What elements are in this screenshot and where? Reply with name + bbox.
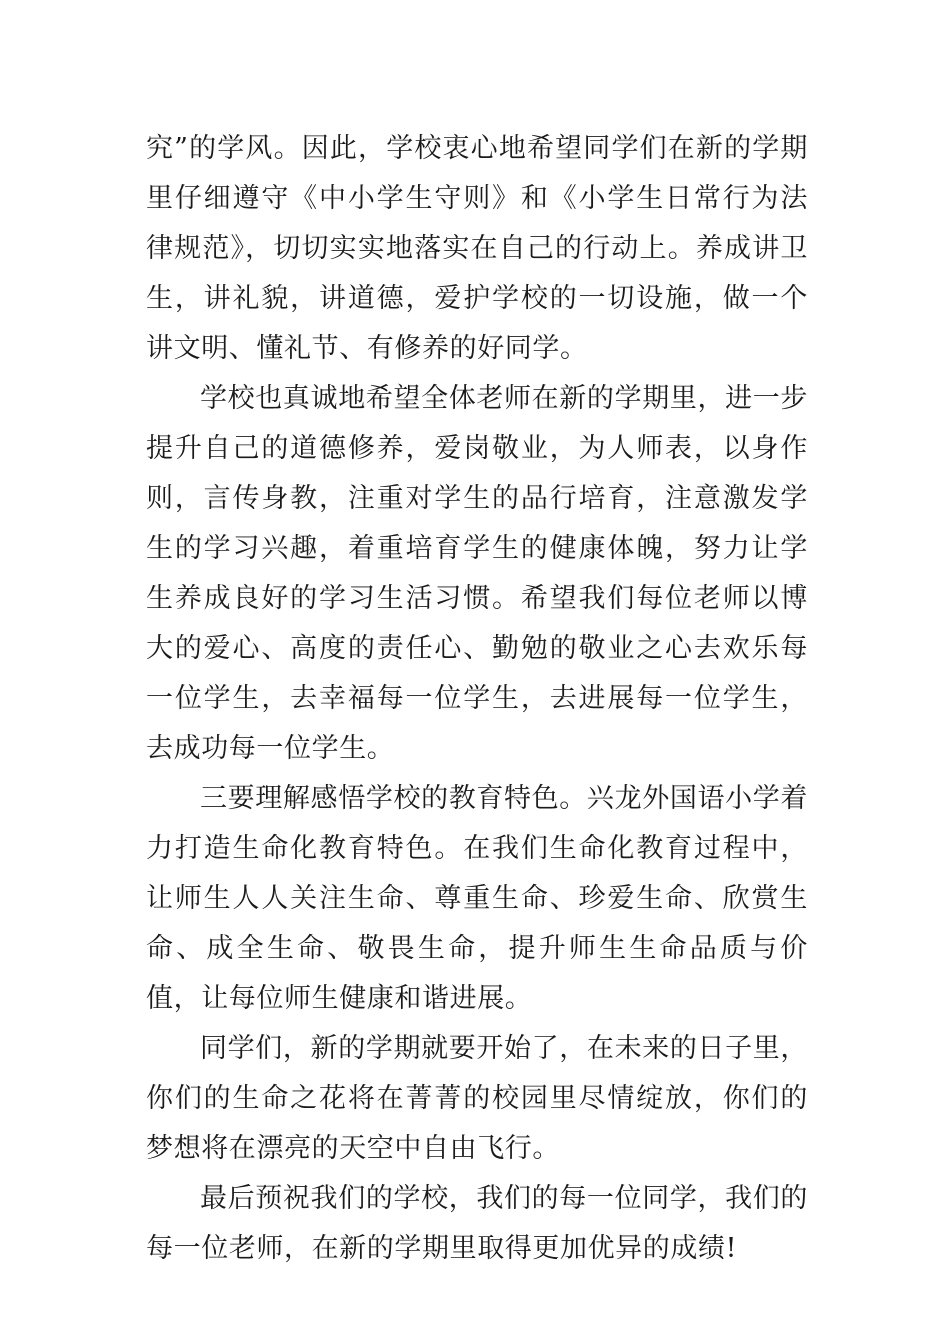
paragraph-closing-wish: 最后预祝我们的学校，我们的每一位同学，我们的每一位老师，在新的学期里取得更加优异的成绩! (146, 1183, 808, 1264)
paragraph-continuation: 究”的学风。因此，学校衷心地希望同学们在新的学期里仔细遵守《中小学生守则》和《小学生日常行为法律规范》，切切实实地落实在自己的行动上。养成讲卫生，讲礼貌，讲道德，爱护学校的一切设施，做一个讲文明、懂礼节、有修养的好同学。 (146, 133, 808, 364)
paragraph-education-feature: 三要理解感悟学校的教育特色。兴龙外国语小学着力打造生命化教育特色。在我们生命化教育过程中，让师生人人关注生命、尊重生命、珍爱生命、欣赏生命、成全生命、敬畏生命，提升师生生命品质与价值，让每位师生健康和谐进展。 (146, 783, 808, 1014)
paragraph-students-future: 同学们，新的学期就要开始了，在未来的日子里，你们的生命之花将在菁菁的校园里尽情绽放，你们的梦想将在漂亮的天空中自由飞行。 (146, 1033, 808, 1164)
paragraph-teachers-hope: 学校也真诚地希望全体老师在新的学期里，进一步提升自己的道德修养，爱岗敬业，为人师表，以身作则，言传身教，注重对学生的品行培育，注意激发学生的学习兴趣，着重培育学生的健康体魄，努力让学生养成良好的学习生活习惯。希望我们每位老师以博大的爱心、高度的责任心、勤勉的敬业之心去欢乐每一位学生，去幸福每一位学生，去进展每一位学生，去成功每一位学生。 (146, 383, 808, 764)
document-body (146, 124, 808, 1274)
